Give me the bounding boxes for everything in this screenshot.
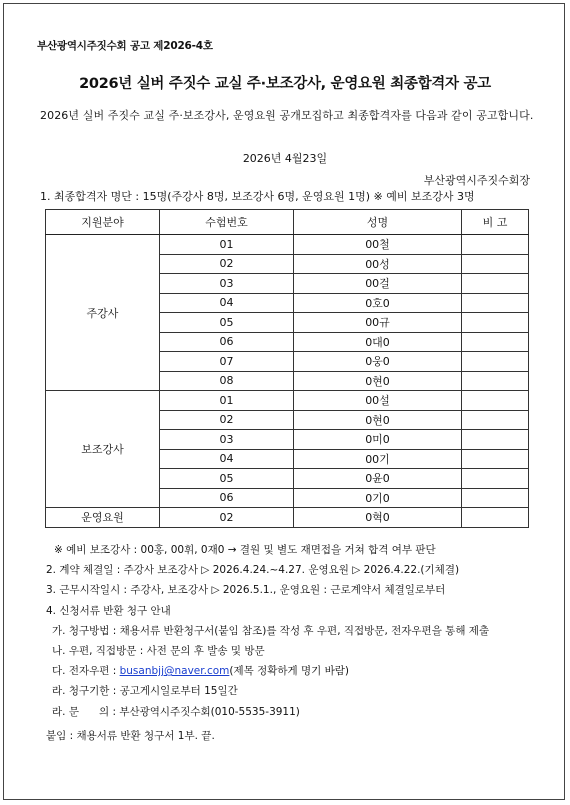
remarks-cell: [462, 508, 529, 528]
remarks-cell: [462, 410, 529, 430]
exam-number-cell: 03: [160, 430, 294, 450]
remarks-cell: [462, 313, 529, 333]
remarks-cell: [462, 274, 529, 294]
header-remarks: 비 고: [462, 210, 529, 235]
field-cell: 보조강사: [46, 391, 160, 508]
table-row: [46, 508, 529, 528]
notice-date: 2026년 4월23일: [242, 152, 328, 165]
table-row: [46, 235, 529, 255]
name-cell: 00설: [294, 391, 462, 411]
reserve-note: ※ 예비 보조강사 : 00홍, 00휘, 0재0 → 결원 및 별도 재면접을 거쳐 합격 여부 판단: [54, 544, 436, 556]
mail-visit-note: 나. 우편, 직접방문 : 사전 문의 후 발송 및 방문: [52, 645, 265, 658]
name-cell: 0웅0: [294, 352, 462, 372]
remarks-cell: [462, 469, 529, 489]
exam-number-cell: 01: [160, 391, 294, 411]
name-cell: 0기0: [294, 488, 462, 508]
exam-number-cell: 06: [160, 332, 294, 352]
field-cell: 주강사: [46, 235, 160, 391]
name-cell: 0윤0: [294, 469, 462, 489]
intro-paragraph: 2026년 실버 주짓수 교실 주·보조강사, 운영요원 공개모집하고 최종합격자를 다음과 같이 공고합니다.: [40, 109, 534, 122]
name-cell: 0현0: [294, 410, 462, 430]
remarks-cell: [462, 254, 529, 274]
header-field: 지원분야: [46, 210, 160, 235]
finalist-table: [45, 209, 529, 528]
remarks-cell: [462, 332, 529, 352]
exam-number-cell: 01: [160, 235, 294, 255]
email-note: [46, 661, 489, 681]
issuer: 부산광역시주짓수회장: [423, 174, 530, 187]
name-cell: 0대0: [294, 332, 462, 352]
name-cell: 0호0: [294, 293, 462, 313]
exam-number-cell: 04: [160, 293, 294, 313]
deadline-note: 라. 청구기한 : 공고게시일로부터 15일간: [52, 685, 238, 698]
name-cell: 0현0: [294, 371, 462, 391]
remarks-cell: [462, 430, 529, 450]
field-cell: 운영요원: [46, 508, 160, 528]
name-cell: 00철: [294, 235, 462, 255]
section-1-heading: 1. 최종합격자 명단 : 15명(주강사 8명, 보조강사 6명, 운영요원 1명) ※ 예비 보조강사 3명: [40, 190, 475, 203]
document-title: 2026년 실버 주짓수 교실 주·보조강사, 운영요원 최종합격자 공고: [79, 76, 491, 92]
exam-number-cell: 02: [160, 508, 294, 528]
name-cell: 00성: [294, 254, 462, 274]
email-label: 다. 전자우편 :: [52, 665, 120, 678]
email-suffix: (제목 정확하게 명기 바람): [229, 665, 350, 678]
exam-number-cell: 02: [160, 254, 294, 274]
remarks-cell: [462, 449, 529, 469]
name-cell: 00규: [294, 313, 462, 333]
table-header-row: [46, 210, 529, 235]
contract-date-note: 2. 계약 체결일 : 주강사 보조강사 ▷ 2026.4.24.~4.27. 운영요원 ▷ 2026.4.22.(기체결): [46, 564, 460, 577]
request-method-note: 가. 청구방법 : 채용서류 반환청구서(붙임 참조)를 작성 후 우편, 직접방문, 전자우편을 통해 제출: [52, 624, 490, 637]
start-date-note: 3. 근무시작일시 : 주강사, 보조강사 ▷ 2026.5.1., 운영요원 : 근로계약서 체결일로부터: [46, 584, 446, 597]
header-name: 성명: [294, 210, 462, 235]
exam-number-cell: 07: [160, 352, 294, 372]
table-row: [46, 391, 529, 411]
header-exam-number: 수험번호: [160, 210, 294, 235]
exam-number-cell: 04: [160, 449, 294, 469]
remarks-cell: [462, 391, 529, 411]
exam-number-cell: 03: [160, 274, 294, 294]
remarks-cell: [462, 371, 529, 391]
notes-section: [46, 540, 489, 722]
name-cell: 0미0: [294, 430, 462, 450]
name-cell: 0혁0: [294, 508, 462, 528]
contact-note: 라. 문 의 : 부산광역시주짓수회(010-5535-3911): [52, 705, 300, 718]
document-return-heading: 4. 신청서류 반환 청구 안내: [46, 604, 171, 617]
name-cell: 00걸: [294, 274, 462, 294]
notice-number: 부산광역시주짓수회 공고 제2026-4호: [37, 40, 213, 52]
exam-number-cell: 06: [160, 488, 294, 508]
attachment-note: 붙임 : 채용서류 반환 청구서 1부. 끝.: [46, 730, 215, 742]
name-cell: 00기: [294, 449, 462, 469]
remarks-cell: [462, 235, 529, 255]
exam-number-cell: 05: [160, 313, 294, 333]
exam-number-cell: 02: [160, 410, 294, 430]
remarks-cell: [462, 488, 529, 508]
exam-number-cell: 08: [160, 371, 294, 391]
notice-document: [3, 3, 565, 800]
exam-number-cell: 05: [160, 469, 294, 489]
remarks-cell: [462, 352, 529, 372]
email-link[interactable]: busanbjj@naver.com: [119, 665, 230, 678]
remarks-cell: [462, 293, 529, 313]
